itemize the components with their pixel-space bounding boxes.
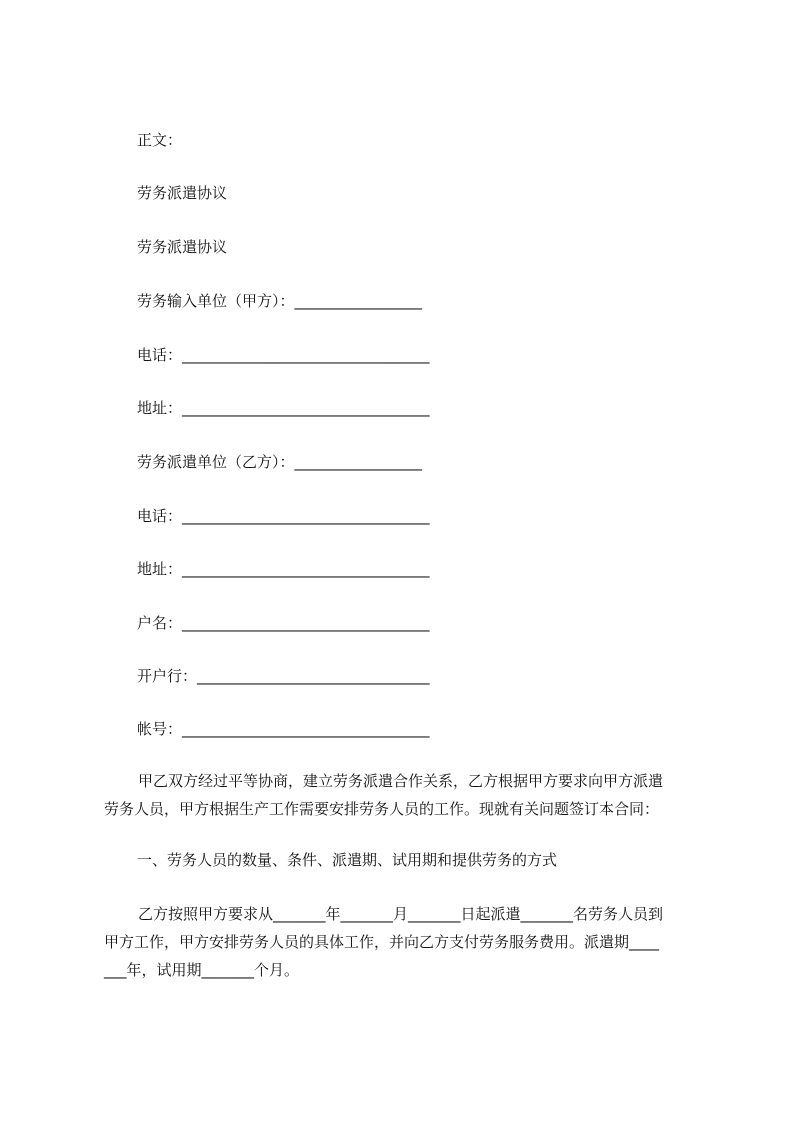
clause-line-2: 甲方工作，甲方安排劳务人员的具体工作，并向乙方支付劳务服务费用。派遣期____ — [104, 933, 660, 951]
section-heading-1: 一、劳务人员的数量、条件、派遣期、试用期和提供劳务的方式 — [137, 851, 558, 869]
party-a-phone-field: 电话：_________________________________ — [137, 346, 430, 364]
intro-paragraph — [104, 767, 704, 823]
party-b-phone-field: 电话：_________________________________ — [137, 507, 430, 525]
party-b-field: 劳务派遣单位（乙方）：_________________ — [137, 453, 423, 471]
intro-line-1: 甲乙双方经过平等协商，建立劳务派遣合作关系，乙方根据甲方要求向甲方派遣 — [138, 772, 664, 790]
party-b-address-field: 地址：_________________________________ — [137, 560, 430, 578]
account-name-field: 户名：_________________________________ — [137, 614, 430, 632]
account-number-field: 帐号：_________________________________ — [137, 720, 430, 738]
party-a-field: 劳务输入单位（甲方）：_________________ — [137, 292, 423, 310]
clause-line-1: 乙方按照甲方要求从_______年_______月_______日起派遣_______名劳务人员到 — [138, 905, 664, 923]
party-a-address-field: 地址：_________________________________ — [137, 399, 430, 417]
agreement-title-repeat: 劳务派遣协议 — [137, 238, 228, 256]
body-heading: 正文： — [137, 131, 183, 149]
agreement-title: 劳务派遣协议 — [137, 184, 228, 202]
clause-line-3: ___年，试用期_______个月。 — [104, 961, 300, 979]
bank-field: 开户行：_______________________________ — [137, 667, 430, 685]
clause-paragraph — [104, 900, 704, 984]
intro-line-2: 劳务人员，甲方根据生产工作需要安排劳务人员的工作。现就有关问题签订本合同： — [104, 800, 660, 818]
